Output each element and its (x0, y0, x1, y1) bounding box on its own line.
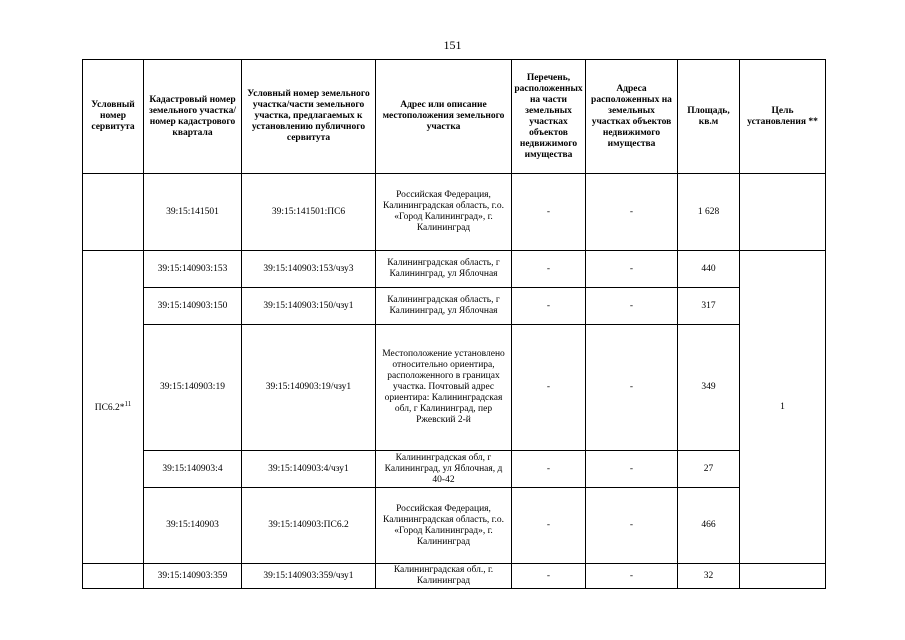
servitude-number-cell (83, 564, 144, 589)
address-cell: Местоположение установлено относительно ориентира, расположенного в границах участка. Почтовый адрес ориентира: Калининградская обл, г Калининград, пер Ржевский 2-й (376, 325, 512, 451)
area-cell: 1 628 (678, 174, 740, 251)
objects-cell: - (512, 325, 586, 451)
servitude-table (82, 59, 826, 589)
purpose-cell (740, 174, 826, 251)
purpose-cell: 1 (740, 251, 826, 564)
address-cell: Калининградская область, г Калининград, ул Яблочная (376, 288, 512, 325)
servitude-number-cell (83, 251, 144, 564)
part-number-cell: 39:15:140903:359/чзу1 (242, 564, 376, 589)
servitude-number-cell (83, 174, 144, 251)
objects-address-cell: - (586, 488, 678, 564)
area-cell: 27 (678, 451, 740, 488)
objects-cell: - (512, 251, 586, 288)
cadastral-number-cell: 39:15:140903:153 (144, 251, 242, 288)
header-purpose: Цель установления ** (740, 60, 826, 174)
part-number-cell: 39:15:140903:153/чзу3 (242, 251, 376, 288)
cadastral-number-cell: 39:15:140903:19 (144, 325, 242, 451)
objects-cell: - (512, 451, 586, 488)
header-part-number: Условный номер земельного участка/части земельного участка, предлагаемых к установлению публичного сервитута (242, 60, 376, 174)
part-number-cell: 39:15:141501:ПС6 (242, 174, 376, 251)
header-address: Адрес или описание местоположения земельного участка (376, 60, 512, 174)
area-cell: 349 (678, 325, 740, 451)
table-row (83, 564, 826, 589)
address-cell: Российская Федерация, Калининградская область, г.о. «Город Калининград», г. Калининград (376, 488, 512, 564)
address-cell: Российская Федерация, Калининградская область, г.о. «Город Калининград», г. Калининград (376, 174, 512, 251)
objects-address-cell: - (586, 325, 678, 451)
objects-address-cell: - (586, 288, 678, 325)
objects-cell: - (512, 488, 586, 564)
purpose-cell (740, 564, 826, 589)
table-row (83, 251, 826, 288)
part-number-cell: 39:15:140903:ПС6.2 (242, 488, 376, 564)
part-number-cell: 39:15:140903:19/чзу1 (242, 325, 376, 451)
objects-cell: - (512, 174, 586, 251)
cadastral-number-cell: 39:15:140903:150 (144, 288, 242, 325)
address-cell: Калининградская обл., г. Калининград (376, 564, 512, 589)
objects-cell: - (512, 564, 586, 589)
cadastral-number-cell: 39:15:140903:4 (144, 451, 242, 488)
cadastral-number-cell: 39:15:141501 (144, 174, 242, 251)
address-cell: Калининградская обл, г Калининград, ул Яблочная, д 40-42 (376, 451, 512, 488)
part-number-cell: 39:15:140903:4/чзу1 (242, 451, 376, 488)
objects-address-cell: - (586, 451, 678, 488)
table-header-row (83, 60, 826, 174)
table-row (83, 451, 826, 488)
area-cell: 466 (678, 488, 740, 564)
table-row (83, 174, 826, 251)
header-servitude-number: Условный номер сервитута (83, 60, 144, 174)
area-cell: 317 (678, 288, 740, 325)
header-cadastral-number: Кадастровый номер земельного участка/номер кадастрового квартала (144, 60, 242, 174)
table-row (83, 488, 826, 564)
address-cell: Калининградская область, г Калининград, ул Яблочная (376, 251, 512, 288)
page-number: 151 (443, 38, 462, 52)
table-row (83, 325, 826, 451)
cadastral-number-cell: 39:15:140903 (144, 488, 242, 564)
objects-address-cell: - (586, 564, 678, 589)
cadastral-number-cell: 39:15:140903:359 (144, 564, 242, 589)
objects-address-cell: - (586, 251, 678, 288)
header-objects-list: Перечень, расположенных на части земельных участках объектов недвижимого имущества (512, 60, 586, 174)
servitude-code: ПС6.2* (94, 403, 125, 414)
servitude-code-footnote: 11 (124, 400, 132, 409)
header-objects-address: Адреса расположенных на земельных участках объектов недвижимого имущества (586, 60, 678, 174)
objects-cell: - (512, 288, 586, 325)
header-area: Площадь, кв.м (678, 60, 740, 174)
part-number-cell: 39:15:140903:150/чзу1 (242, 288, 376, 325)
table-row (83, 288, 826, 325)
area-cell: 32 (678, 564, 740, 589)
area-cell: 440 (678, 251, 740, 288)
objects-address-cell: - (586, 174, 678, 251)
